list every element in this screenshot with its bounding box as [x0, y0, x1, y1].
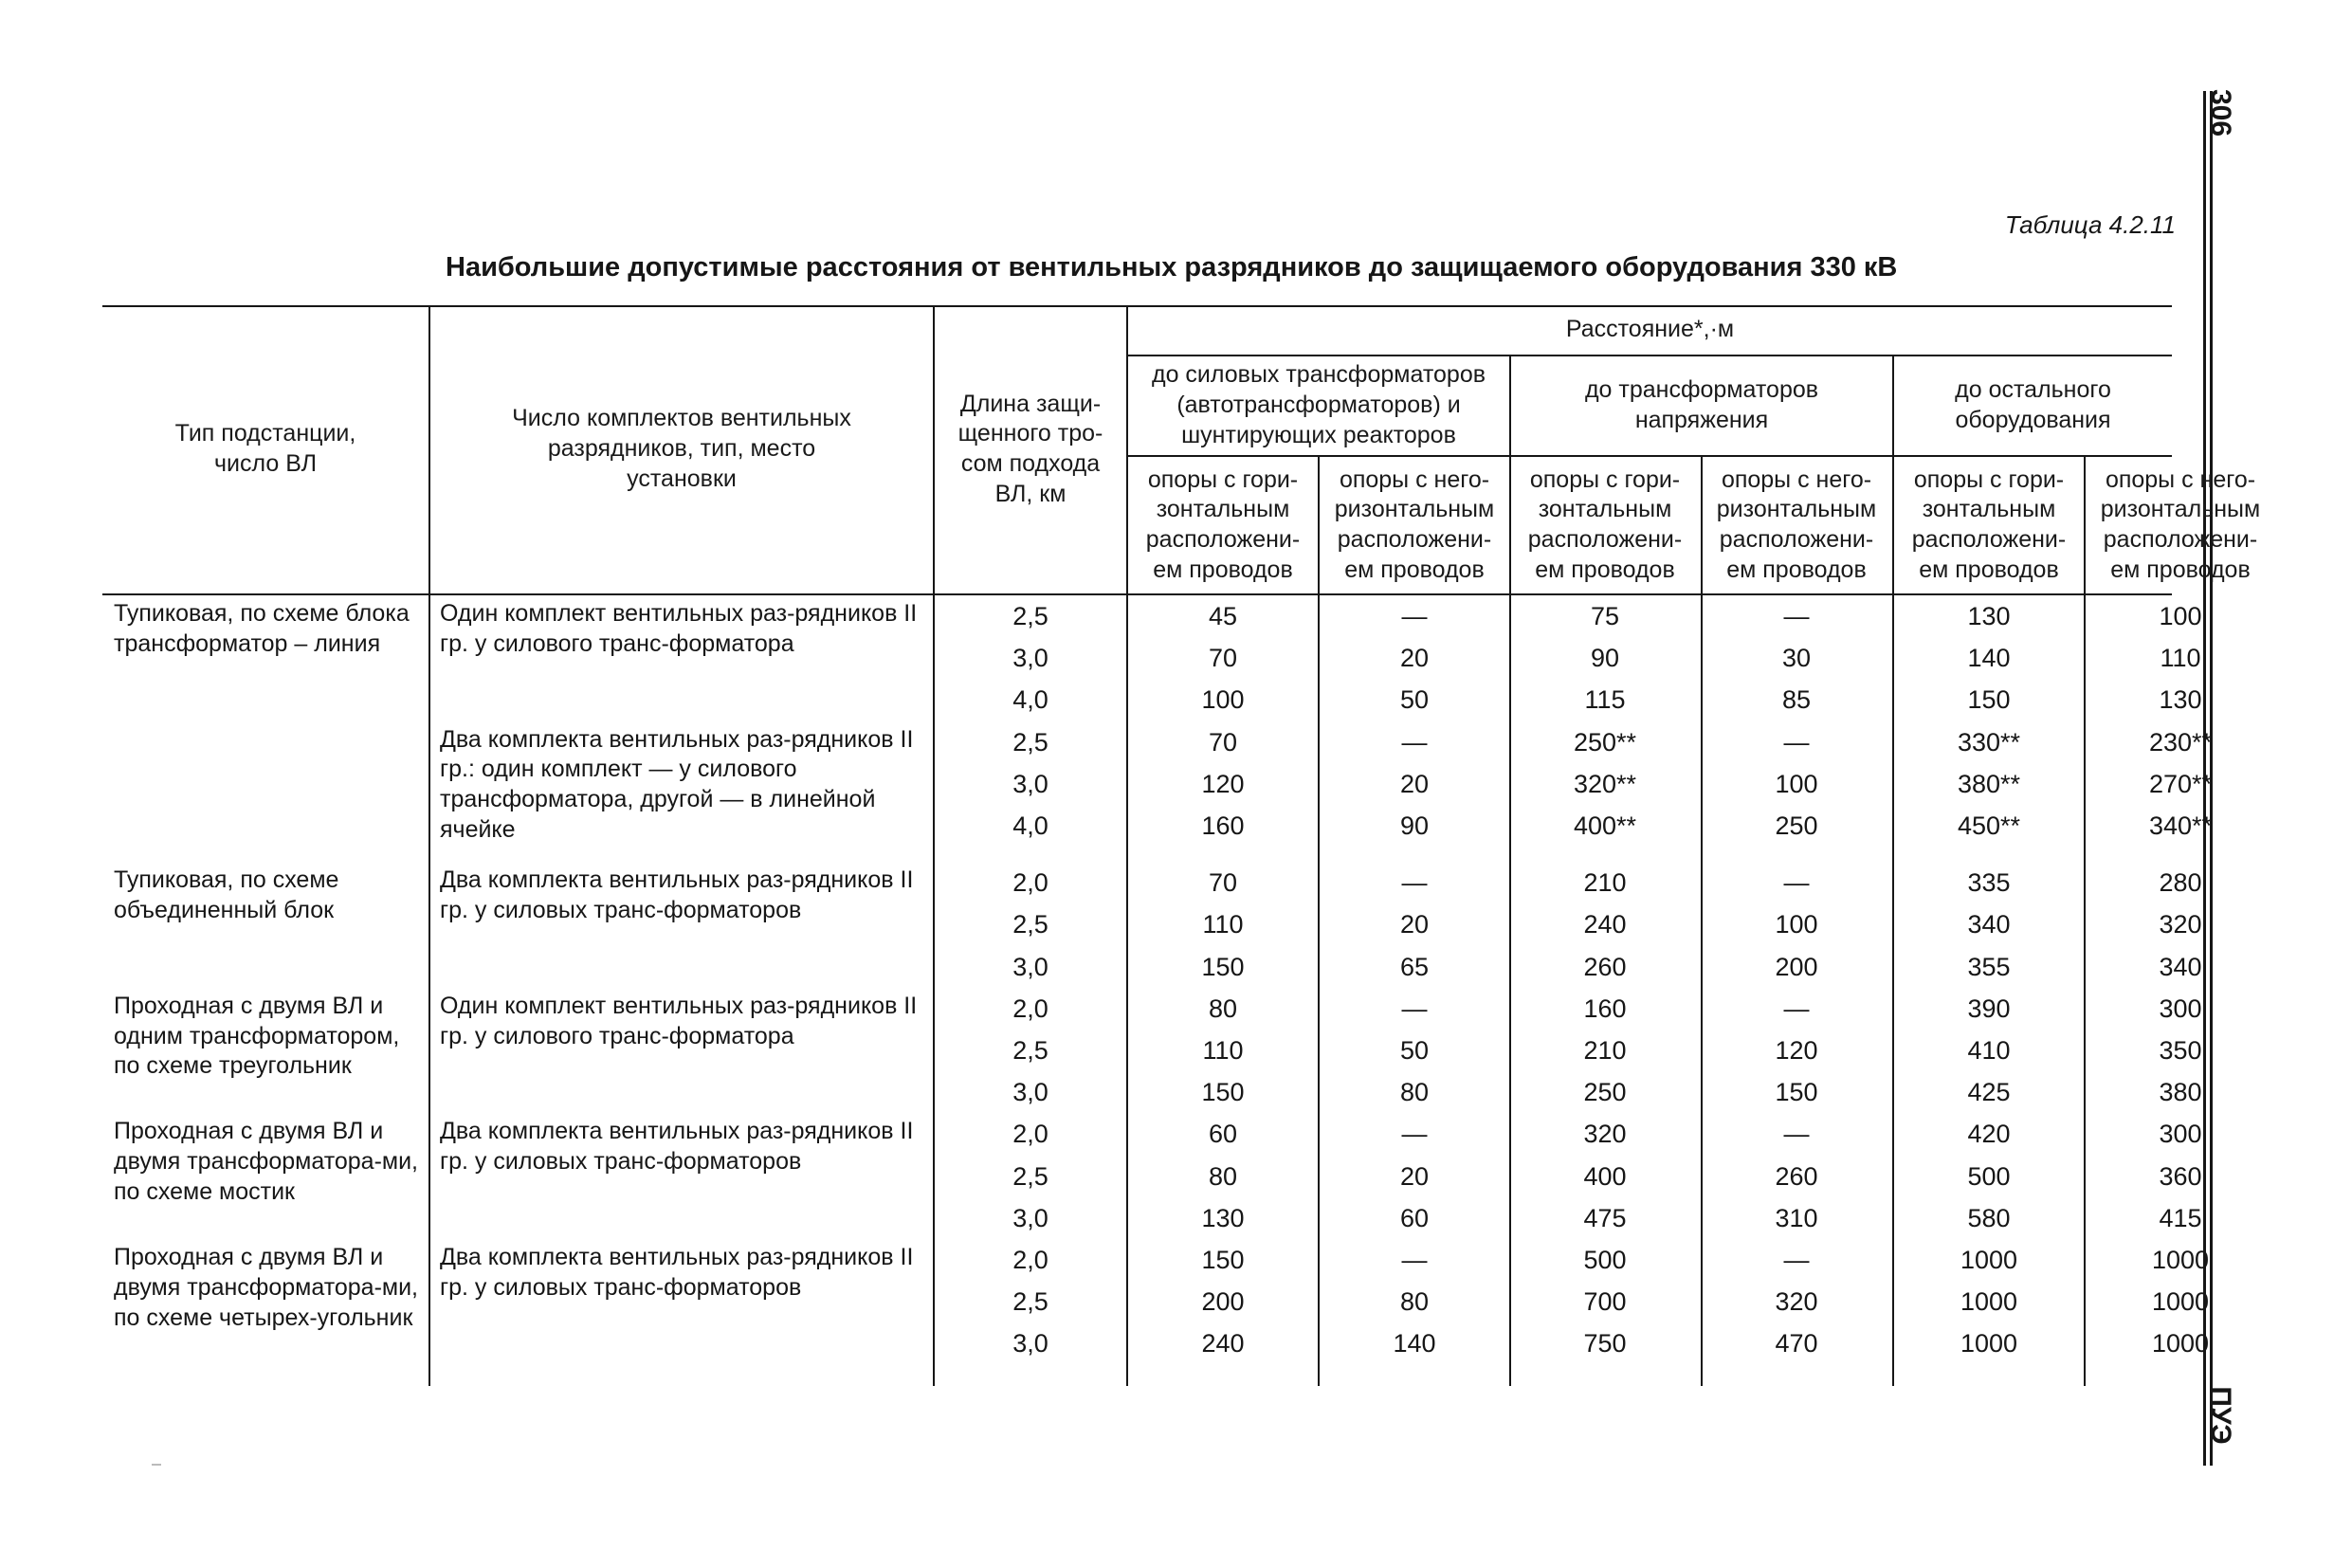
distance-value: —: [1783, 1246, 1810, 1274]
distance-value: 340: [2159, 952, 2202, 981]
distance-value: 85: [1781, 685, 1812, 715]
distance-value: —: [1783, 868, 1810, 898]
distance-value: 150: [1201, 1246, 1245, 1274]
distance-value: 390: [1967, 994, 2011, 1023]
distance-value: 150: [1967, 685, 2011, 715]
distance-value: 160: [1201, 811, 1245, 840]
distance-value: 320**: [1573, 769, 1637, 798]
header-horizontal-supports: опоры с гори-зонтальным расположени-ем проводов: [1911, 465, 2067, 583]
arrester-config: Два комплекта вентильных раз-рядников II гр. у силовых транс-форматоров: [440, 1118, 914, 1176]
distance-value: 270**: [2148, 769, 2213, 798]
distance-value: 110: [1202, 910, 1244, 939]
table-label: Таблица 4.2.11: [2004, 210, 2176, 239]
arrester-config: Два комплекта вентильных раз-рядников II гр. у силовых транс-форматоров: [440, 866, 914, 923]
distance-value: 355: [1967, 952, 2011, 981]
distance-value: 80: [1208, 994, 1238, 1023]
table-rule: [102, 593, 2172, 595]
header-horizontal-supports: опоры с гори-зонтальным расположени-ем проводов: [1145, 465, 1301, 583]
page-number: 306: [2205, 88, 2236, 137]
distance-value: 410: [1967, 1036, 2011, 1065]
distance-value: 20: [1399, 644, 1430, 673]
distance-value: 100: [1775, 769, 1818, 798]
distance-value: 350: [2159, 1036, 2202, 1065]
station-type: Проходная с двумя ВЛ и двумя трансформатора-ми, по схеме мостик: [114, 1118, 418, 1205]
table-title: Наибольшие допустимые расстояния от вентильных разрядников до защищаемого оборудования 330 кВ: [446, 252, 1898, 283]
distance-value: —: [1401, 1120, 1428, 1149]
distance-value: 380: [2159, 1078, 2202, 1107]
distance-value: 415: [2159, 1203, 2202, 1232]
distance-value: —: [1401, 1246, 1428, 1274]
distance-value: 100: [1201, 685, 1245, 715]
header-distance: Расстояние*,·м: [1565, 316, 1735, 343]
length-value: 3,0: [1012, 644, 1048, 673]
distance-value: 1000: [1960, 1287, 2018, 1317]
distance-value: 50: [1399, 1036, 1430, 1065]
distance-value: —: [1783, 727, 1810, 757]
table-rule: [1509, 355, 1511, 1386]
distance-value: 115: [1584, 685, 1626, 715]
data-table: [102, 305, 2261, 1386]
distance-value: 110: [2160, 644, 2201, 673]
distance-value: 380**: [1957, 769, 2021, 798]
distance-value: 1000: [1960, 1246, 2018, 1274]
distance-value: —: [1783, 994, 1810, 1023]
distance-value: 200: [1201, 1287, 1245, 1317]
distance-value: 230**: [2148, 727, 2213, 757]
length-value: 3,0: [1012, 769, 1048, 798]
distance-value: 150: [1201, 1078, 1245, 1107]
distance-value: —: [1401, 727, 1428, 757]
distance-value: 240: [1201, 1329, 1245, 1358]
distance-value: 75: [1590, 602, 1620, 630]
distance-value: 320: [1583, 1120, 1627, 1149]
station-type: Проходная с двумя ВЛ и двумя трансформатора-ми, по схеме четырех-угольник: [114, 1244, 418, 1331]
distance-value: 70: [1208, 868, 1238, 898]
distance-value: 300: [2159, 994, 2202, 1023]
distance-value: 320: [2159, 910, 2202, 939]
distance-value: 90: [1399, 811, 1430, 840]
distance-value: 500: [1967, 1161, 2011, 1191]
distance-value: 260: [1775, 1161, 1818, 1191]
distance-value: 130: [1967, 602, 2011, 630]
table-rule: [428, 305, 430, 1386]
distance-value: 340: [1967, 910, 2011, 939]
distance-value: 310: [1775, 1203, 1818, 1232]
distance-value: 20: [1399, 1161, 1430, 1191]
distance-value: 160: [1583, 994, 1627, 1023]
distance-value: 80: [1399, 1078, 1430, 1107]
distance-value: 400: [1583, 1161, 1627, 1191]
distance-value: 130: [1201, 1203, 1245, 1232]
distance-value: 250: [1583, 1078, 1627, 1107]
distance-value: 30: [1781, 644, 1812, 673]
distance-value: —: [1401, 602, 1428, 630]
arrester-config: Два комплекта вентильных раз-рядников II гр. у силовых транс-форматоров: [440, 1244, 914, 1301]
distance-value: 200: [1775, 952, 1818, 981]
distance-value: —: [1783, 1120, 1810, 1149]
length-value: 2,5: [1012, 1287, 1048, 1317]
distance-value: 90: [1590, 644, 1620, 673]
distance-value: —: [1401, 868, 1428, 898]
distance-value: 1000: [2151, 1246, 2210, 1274]
distance-value: —: [1783, 602, 1810, 630]
distance-value: 500: [1583, 1246, 1627, 1274]
table-rule: [102, 305, 2172, 307]
distance-value: 210: [1583, 868, 1627, 898]
length-value: 2,5: [1012, 1161, 1048, 1191]
distance-value: 100: [2159, 602, 2202, 630]
header-nonhorizontal-supports: опоры с него-ризонтальным расположени-ем проводов: [1716, 465, 1877, 583]
distance-value: 250: [1775, 811, 1818, 840]
header-group-power-transformers: до силовых трансформаторов (автотрансформаторов) и шунтирующих реакторов: [1151, 361, 1486, 448]
length-value: 2,5: [1012, 727, 1048, 757]
length-value: 2,0: [1012, 1246, 1048, 1274]
distance-value: 120: [1775, 1036, 1818, 1065]
distance-value: 1000: [2151, 1329, 2210, 1358]
distance-value: 60: [1399, 1203, 1430, 1232]
length-value: 3,0: [1012, 1329, 1048, 1358]
table-rule: [1892, 355, 1894, 1386]
distance-value: 130: [2159, 685, 2202, 715]
distance-value: 140: [1393, 1329, 1436, 1358]
length-value: 3,0: [1012, 952, 1048, 981]
length-value: 4,0: [1012, 685, 1048, 715]
distance-value: 240: [1583, 910, 1627, 939]
distance-value: 70: [1208, 644, 1238, 673]
length-value: 3,0: [1012, 1078, 1048, 1107]
distance-value: 140: [1967, 644, 2011, 673]
header-station-type: Тип подстанции, число ВЛ: [174, 420, 356, 477]
distance-value: 100: [1775, 910, 1818, 939]
distance-value: 20: [1399, 769, 1430, 798]
distance-value: 210: [1583, 1036, 1627, 1065]
distance-value: 20: [1399, 910, 1430, 939]
distance-value: 65: [1399, 952, 1430, 981]
distance-value: 60: [1208, 1120, 1238, 1149]
distance-value: 700: [1583, 1287, 1627, 1317]
distance-value: 420: [1967, 1120, 2011, 1149]
length-value: 2,0: [1012, 868, 1048, 898]
distance-value: 450**: [1957, 811, 2021, 840]
station-type: Проходная с двумя ВЛ и одним трансформатором, по схеме треугольник: [114, 992, 400, 1080]
distance-value: 475: [1583, 1203, 1627, 1232]
distance-value: 260: [1583, 952, 1627, 981]
length-value: 2,0: [1012, 1120, 1048, 1149]
distance-value: 400**: [1573, 811, 1637, 840]
arrester-config: Один комплект вентильных раз-рядников II гр. у силового транс-форматора: [440, 600, 918, 657]
distance-value: 120: [1201, 769, 1245, 798]
distance-value: 320: [1775, 1287, 1818, 1317]
distance-value: 50: [1399, 685, 1430, 715]
table-rule: [1701, 455, 1703, 1386]
distance-value: 335: [1967, 868, 2011, 898]
distance-value: 330**: [1957, 727, 2021, 757]
header-horizontal-supports: опоры с гори-зонтальным расположени-ем проводов: [1527, 465, 1683, 583]
table-rule: [1128, 455, 2172, 457]
station-type: Тупиковая, по схеме блока трансформатор – линия: [114, 600, 410, 657]
header-group-other-equipment: до остального оборудования: [1955, 376, 2111, 433]
distance-value: —: [1401, 994, 1428, 1023]
distance-value: 280: [2159, 868, 2202, 898]
header-arresters: Число комплектов вентильных разрядников, тип, место установки: [512, 405, 851, 492]
distance-value: 580: [1967, 1203, 2011, 1232]
length-value: 2,5: [1012, 910, 1048, 939]
distance-value: 70: [1208, 727, 1238, 757]
distance-value: 80: [1399, 1287, 1430, 1317]
header-nonhorizontal-supports: опоры с него-ризонтальным расположени-ем проводов: [1334, 465, 1495, 583]
distance-value: 150: [1201, 952, 1245, 981]
distance-value: 470: [1775, 1329, 1818, 1358]
header-group-voltage-transformers: до трансформаторов напряжения: [1584, 376, 1819, 433]
table-rule: [2084, 455, 2086, 1386]
table-rule: [1318, 455, 1320, 1386]
station-type: Тупиковая, по схеме объединенный блок: [114, 866, 339, 923]
distance-value: 150: [1775, 1078, 1818, 1107]
table-rule: [1128, 355, 2172, 356]
distance-value: 300: [2159, 1120, 2202, 1149]
length-value: 2,5: [1012, 1036, 1048, 1065]
distance-value: 750: [1583, 1329, 1627, 1358]
length-value: 2,5: [1012, 602, 1048, 630]
distance-value: 360: [2159, 1161, 2202, 1191]
table-rule: [1126, 305, 1128, 1386]
distance-value: 110: [1202, 1036, 1244, 1065]
scan-mark: [152, 1464, 161, 1466]
length-value: 2,0: [1012, 994, 1048, 1023]
distance-value: 1000: [1960, 1329, 2018, 1358]
distance-value: 80: [1208, 1161, 1238, 1191]
document-code: ПУЭ: [2205, 1386, 2236, 1445]
header-nonhorizontal-supports: опоры с него-ризонтальным расположени-ем проводов: [2100, 465, 2261, 583]
length-value: 4,0: [1012, 811, 1048, 840]
arrester-config: Один комплект вентильных раз-рядников II гр. у силового транс-форматора: [440, 992, 918, 1049]
distance-value: 1000: [2151, 1287, 2210, 1317]
distance-value: 45: [1208, 602, 1238, 630]
distance-value: 425: [1967, 1078, 2011, 1107]
length-value: 3,0: [1012, 1203, 1048, 1232]
distance-value: 250**: [1573, 727, 1637, 757]
distance-value: 340**: [2148, 811, 2213, 840]
arrester-config: Два комплекта вентильных раз-рядников II гр.: один комплект — у силового трансформатора, другой — в линейной ячейке: [440, 725, 914, 843]
header-protected-length: Длина защи-щенного тро-сом подхода ВЛ, км: [957, 390, 1103, 507]
table-rule: [933, 305, 935, 1386]
